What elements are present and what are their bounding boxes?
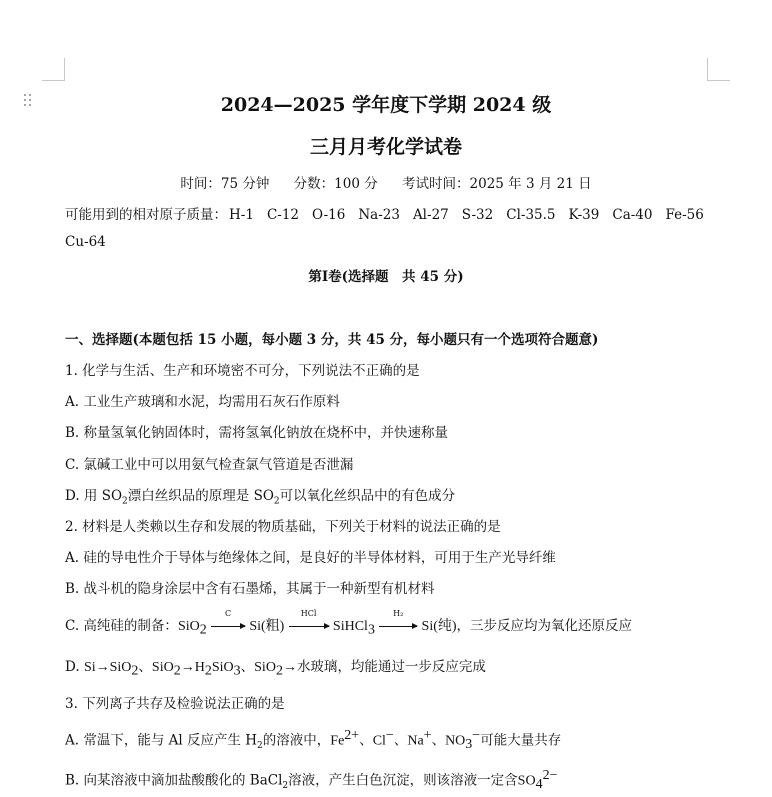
ion-fe: Fe bbox=[330, 733, 345, 749]
q3-b-text: B. 向某溶液中滴加盐酸酸化的 BaCl bbox=[65, 772, 283, 789]
q2-d-suffix: ，均能通过一步反应完成 bbox=[337, 659, 486, 675]
ion-no3: NO bbox=[445, 733, 466, 749]
formula-sub: 2 bbox=[257, 741, 263, 752]
formula-sub: 2 bbox=[173, 663, 181, 679]
exam-score: 分数：100 分 bbox=[293, 176, 378, 192]
arrow-label: C bbox=[224, 609, 232, 618]
q1-d-text: 漂白丝织品的原理是 SO bbox=[127, 488, 274, 504]
reaction-arrow bbox=[211, 609, 245, 634]
q1-d-sub: 2 bbox=[273, 496, 280, 507]
formula-sub: 3 bbox=[367, 622, 375, 638]
q2-option-d: D. Si→SiO$_2$、$SiO_2\to H_2SiO_3$、SiO$_2$→水玻璃，均能通过一步反应完成 bbox=[65, 659, 486, 679]
q2-option-b: B. 战斗机的隐身涂层中含有石墨烯，其属于一种新型有机材料 bbox=[65, 581, 435, 597]
formula-sub: 4 bbox=[535, 777, 543, 793]
q2-c-suffix: ，三步反应均为氧化还原反应 bbox=[456, 618, 633, 634]
exam-title: 2024—2025 学年度下学期 2024 级 bbox=[220, 94, 552, 116]
mass-item: O-16 bbox=[312, 207, 346, 223]
formula-sio2: SiO bbox=[151, 660, 174, 675]
q3-a-text: 可能大量共存 bbox=[480, 732, 562, 749]
q1-d-text: D. 用 SO bbox=[65, 488, 123, 504]
q1-option-a: A. 工业生产玻璃和水泥，均需用石灰石作原料 bbox=[65, 394, 340, 410]
atomic-masses-overflow: Cu-64 bbox=[65, 234, 106, 250]
formula-sub: 3 bbox=[465, 737, 473, 753]
formula-si: Si bbox=[83, 660, 96, 675]
margin-corner-top-left bbox=[42, 58, 65, 81]
mass-item: Na-23 bbox=[358, 207, 400, 223]
separator: 、 bbox=[431, 732, 446, 749]
q3-stem: 3. 下列离子共存及检验说法正确的是 bbox=[65, 696, 285, 712]
q1-d-sub: 2 bbox=[122, 496, 128, 507]
q2-option-a: A. 硅的导电性介于导体与绝缘体之间，是良好的半导体材料，可用于生产光导纤维 bbox=[65, 550, 556, 566]
q2-option-c bbox=[65, 609, 633, 639]
exam-date: 考试时间：2025 年 3 月 21 日 bbox=[402, 176, 592, 192]
q1-option-c: C. 氯碱工业中可以用氨气检查氯气管道是否泄漏 bbox=[65, 457, 354, 473]
q3-option-a bbox=[65, 728, 561, 753]
ion-charge: + bbox=[423, 728, 432, 743]
q2-d-prefix: D. bbox=[65, 659, 80, 675]
ion-charge: − bbox=[385, 728, 394, 743]
formula-sub: 2 bbox=[131, 663, 139, 679]
exam-time: 时间：75 分钟 bbox=[180, 176, 270, 192]
q2-c-prefix: C. 高纯硅的制备： bbox=[65, 618, 178, 634]
mass-item: K-39 bbox=[568, 207, 600, 223]
q1-d-text: 可以氧化丝织品中的有色成分 bbox=[279, 488, 456, 504]
formula-sio2: SiO bbox=[177, 619, 200, 634]
mass-item: H-1 bbox=[229, 207, 254, 223]
separator: 、 bbox=[393, 732, 408, 749]
mass-item: S-32 bbox=[461, 207, 494, 223]
ion-na: Na bbox=[407, 733, 424, 749]
q1-option-d bbox=[65, 484, 455, 507]
formula-sub: 2 bbox=[204, 663, 212, 679]
formula-sub: 2 bbox=[199, 622, 207, 638]
arrow-label: H₂ bbox=[393, 609, 404, 618]
q1-stem: 1. 化学与生活、生产和环境密不可分，下列说法不正确的是 bbox=[65, 363, 420, 379]
q1-option-b: B. 称量氢氧化钠固体时，需将氢氧化钠放在烧杯中，并快速称量 bbox=[65, 425, 449, 441]
formula-sio2: SiO bbox=[109, 660, 132, 675]
reaction-arrow bbox=[379, 609, 417, 634]
ion-cl: Cl bbox=[372, 733, 386, 749]
exam-subtitle: 三月月考化学试卷 bbox=[309, 136, 462, 158]
formula-sio2: SiO bbox=[254, 660, 276, 675]
separator: 、 bbox=[359, 732, 373, 749]
q2-stem: 2. 材料是人类赖以生存和发展的物质基础，下列关于材料的说法正确的是 bbox=[65, 519, 501, 535]
formula-si-crude: Si(粗) bbox=[249, 619, 285, 634]
q3-a-text: 的溶液中， bbox=[262, 732, 331, 749]
formula-h2sio3: H bbox=[194, 660, 205, 675]
q3-a-text: A. 常温下，能与 Al 反应产生 H bbox=[65, 732, 258, 749]
formula-si-pure: Si(纯) bbox=[421, 619, 457, 634]
mass-item: Al-27 bbox=[412, 207, 449, 223]
separator: 、 bbox=[240, 659, 255, 675]
formula-sub: 2 bbox=[275, 663, 283, 679]
formula-glass: 水玻璃 bbox=[296, 659, 338, 675]
atomic-masses-label: 可能用到的相对原子质量： bbox=[65, 207, 227, 223]
formula-h2sio3: SiO bbox=[211, 660, 234, 675]
mass-item: Fe-56 bbox=[665, 207, 704, 223]
exam-meta bbox=[0, 172, 772, 192]
atomic-masses bbox=[65, 203, 717, 223]
separator: 、 bbox=[138, 659, 152, 675]
mass-item: Ca-40 bbox=[612, 207, 653, 223]
q3-b-text: 溶液，产生白色沉淀，则该溶液一定含 bbox=[288, 772, 518, 789]
formula-sub: 3 bbox=[233, 663, 241, 679]
formula-sihcl3: SiHCl bbox=[332, 619, 368, 634]
section-title: 第Ⅰ卷(选择题 共 45 分) bbox=[308, 269, 464, 285]
margin-corner-top-right bbox=[707, 58, 730, 81]
arrow-label: HCl bbox=[300, 609, 317, 618]
mass-item: C-12 bbox=[266, 207, 300, 223]
ion-so4: SO bbox=[517, 773, 536, 789]
formula-sub: 2 bbox=[282, 781, 289, 792]
ion-charge: 2+ bbox=[344, 728, 360, 743]
ion-charge: 2− bbox=[542, 768, 558, 783]
q3-option-b bbox=[65, 768, 557, 793]
mass-item: Cl-35.5 bbox=[506, 207, 556, 223]
ion-charge: − bbox=[472, 728, 481, 743]
reaction-arrow bbox=[289, 609, 329, 634]
part1-heading: 一、选择题(本题包括 15 小题，每小题 3 分，共 45 分，每小题只有一个选项符合题意) bbox=[65, 332, 599, 348]
